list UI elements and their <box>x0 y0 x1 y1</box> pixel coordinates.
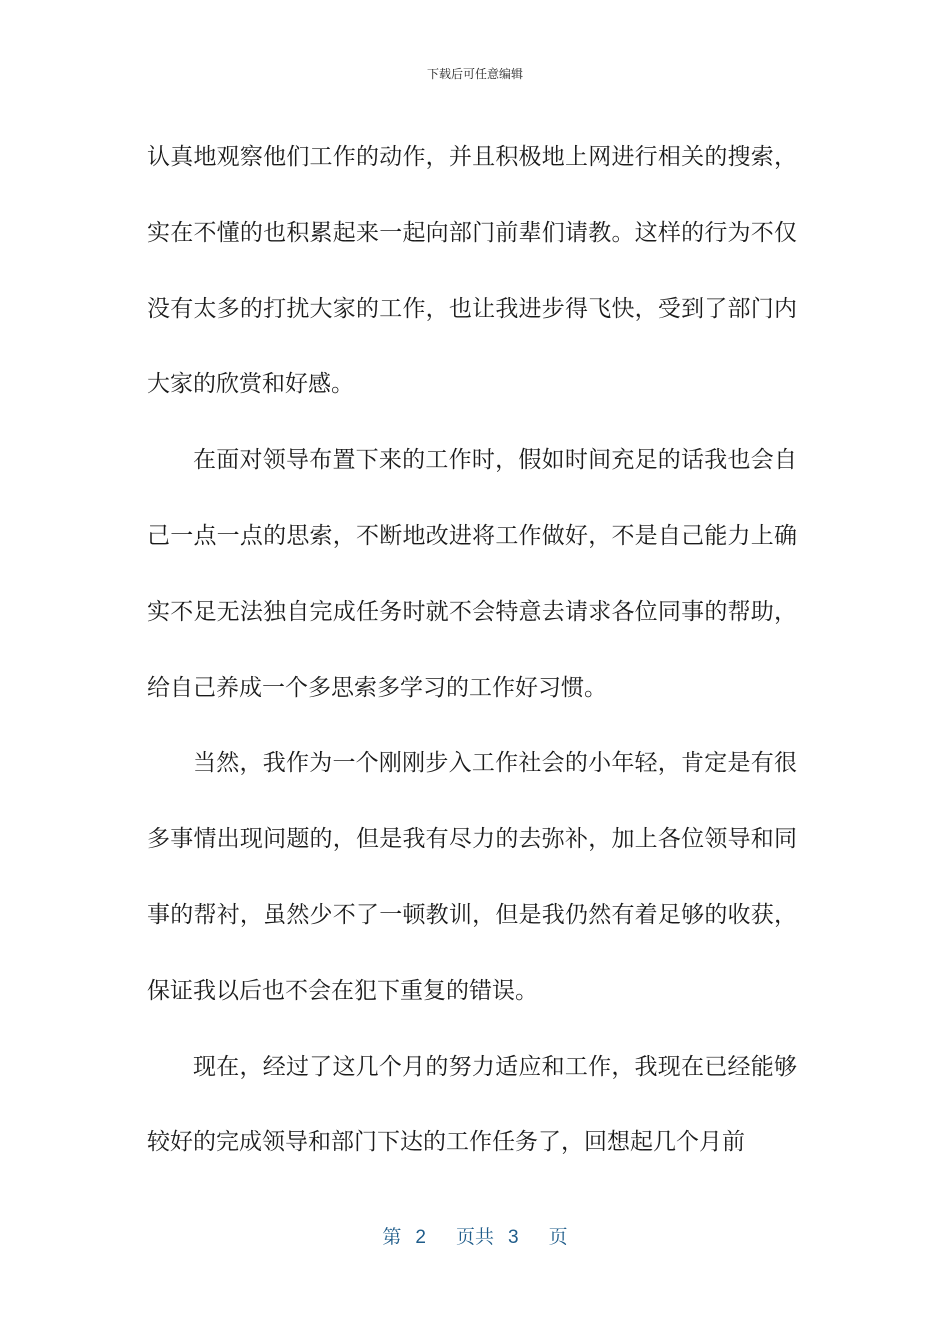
page-number-footer <box>0 1225 950 1251</box>
paragraph: 认真地观察他们工作的动作，并且积极地上网进行相关的搜索，实在不懂的也积累起来一起向部门前辈们请教。这样的行为不仅没有太多的打扰大家的工作，也让我进步得飞快，受到了部门内大家的欣赏和好感。 <box>147 144 797 398</box>
page-middle-text: 页共 <box>455 1227 494 1248</box>
document-body <box>147 120 797 1181</box>
page-suffix: 页 <box>548 1227 568 1248</box>
paragraph: 当然，我作为一个刚刚步入工作社会的小年轻，肯定是有很多事情出现问题的，但是我有尽力的去弥补，加上各位领导和同事的帮衬，虽然少不了一顿教训，但是我仍然有着足够的收获，保证我以后也不会在犯下重复的错误。 <box>147 750 797 1004</box>
paragraph: 在面对领导布置下来的工作时，假如时间充足的话我也会自己一点一点的思索，不断地改进将工作做好，不是自己能力上确实不足无法独自完成任务时就不会特意去请求各位同事的帮助，给自己养成一个多思索多学习的工作好习惯。 <box>147 447 797 701</box>
page-header: 下载后可任意编辑 <box>426 67 523 81</box>
paragraph: 现在，经过了这几个月的努力适应和工作，我现在已经能够较好的完成领导和部门下达的工作任务了，回想起几个月前 <box>147 1053 797 1156</box>
total-pages-number: 3 <box>508 1227 519 1248</box>
current-page-number: 2 <box>415 1227 426 1248</box>
page-prefix: 第 <box>382 1227 402 1248</box>
